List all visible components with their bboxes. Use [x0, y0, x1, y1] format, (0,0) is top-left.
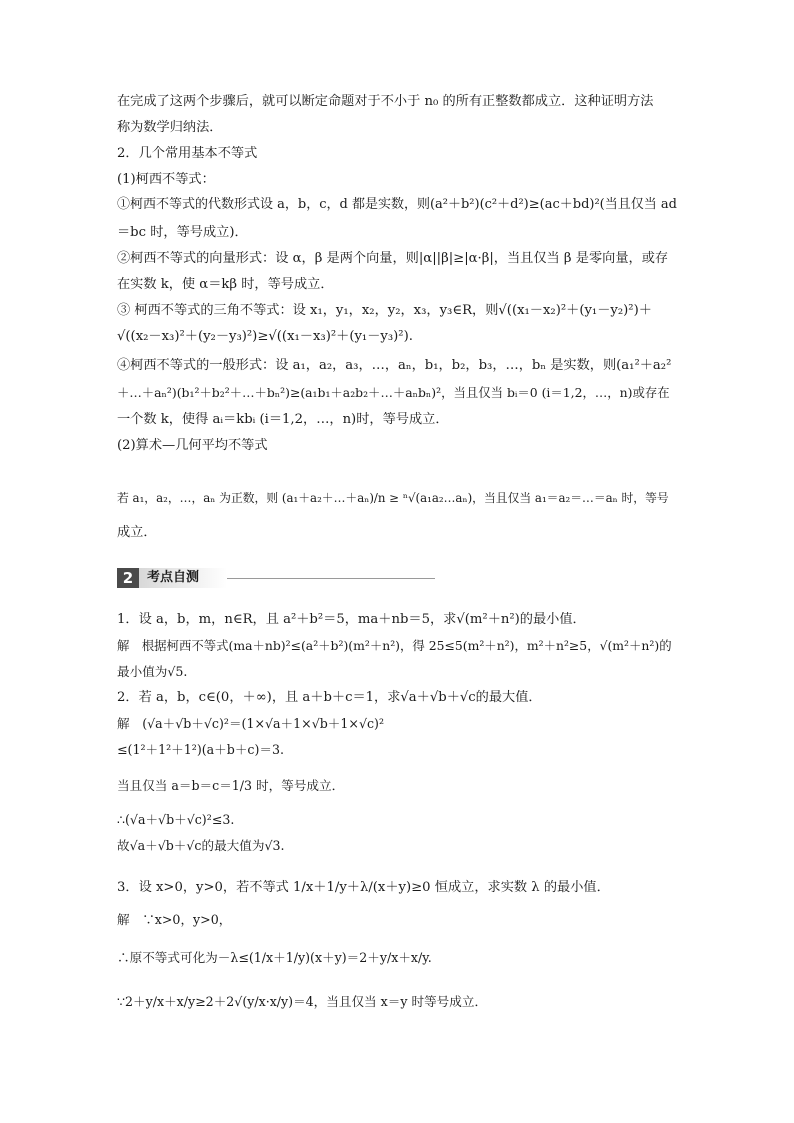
exercise-line: 解 (√a＋√b＋√c)²＝(1×√a＋1×√b＋1×√c)² [117, 716, 384, 731]
text-line: 若 a₁，a₂，…，aₙ 为正数，则 (a₁＋a₂＋…＋aₙ)/n ≥ ⁿ√(a₁a₂…aₙ)，当且仅当 a₁＝a₂＝…＝aₙ 时，等号 [117, 491, 669, 505]
exercise-line: 2．若 a，b，c∈(0，＋∞)，且 a＋b＋c＝1，求√a＋√b＋√c的最大值． [117, 690, 542, 705]
text-line: (1)柯西不等式： [117, 172, 215, 187]
text-line: ④柯西不等式的一般形式：设 a₁，a₂，a₃，…，aₙ，b₁，b₂，b₃，…，bₙ 是实数，则(a₁²＋a₂² [117, 358, 672, 373]
text-line: 在完成了这两个步骤后，就可以断定命题对于不小于 n₀ 的所有正整数都成立．这种证明方法 [117, 94, 654, 109]
text-line: 2．几个常用基本不等式 [117, 146, 258, 161]
exercise-line: ≤(1²＋1²＋1²)(a＋b＋c)＝3. [117, 742, 284, 757]
text-line: 称为数学归纳法． [117, 120, 223, 135]
exercise-line: 最小值为√5. [117, 664, 188, 679]
text-line: 成立． [117, 525, 157, 540]
exercise-line: 1．设 a，b，m，n∈R，且 a²＋b²＝5，ma＋nb＝5，求√(m²＋n²)的最小值． [117, 612, 586, 627]
section-number-badge: 2 [117, 568, 139, 588]
text-line: ②柯西不等式的向量形式：设 α，β 是两个向量，则|α||β|≥|α·β|，当且仅当 β 是零向量，或存 [117, 251, 669, 266]
exercise-line: ∴(√a＋√b＋√c)²≤3. [117, 812, 235, 827]
text-line: ＋…＋aₙ²)(b₁²＋b₂²＋…＋bₙ²)≥(a₁b₁＋a₂b₂＋…＋aₙbₙ)²，当且仅当 bᵢ＝0 (i＝1,2，…，n)或存在 [117, 385, 670, 400]
text-line: ③ 柯西不等式的三角不等式：设 x₁，y₁，x₂，y₂，x₃，y₃∈R，则√((x₁－x₂)²＋(y₁－y₂)²)＋ [117, 303, 652, 318]
text-line: √((x₂－x₃)²＋(y₂－y₃)²)≥√((x₁－x₃)²＋(y₁－y₃)²). [117, 329, 413, 344]
section-title: 考点自测 [147, 570, 200, 585]
exercise-line: 故√a＋√b＋√c的最大值为√3. [117, 838, 285, 853]
text-line: (2)算术—几何平均不等式 [117, 438, 268, 453]
text-line: ＝bc 时，等号成立)． [117, 225, 248, 240]
text-line: ①柯西不等式的代数形式设 a，b，c，d 都是实数，则(a²＋b²)(c²＋d²)≥(ac＋bd)²(当且仅当 ad [117, 197, 677, 212]
exercise-line: ∴原不等式可化为－λ≤(1/x＋1/y)(x＋y)＝2＋y/x＋x/y. [117, 950, 432, 965]
exercise-line: 解 根据柯西不等式(ma＋nb)²≤(a²＋b²)(m²＋n²)，得 25≤5(m²＋n²)，m²＋n²≥5，√(m²＋n²)的 [117, 638, 672, 653]
section-header [117, 568, 435, 588]
exercise-line: ∵2＋y/x＋x/y≥2＋2√(y/x·x/y)＝4，当且仅当 x＝y 时等号成立． [117, 994, 488, 1009]
section-header-rule [227, 578, 435, 579]
text-line: 一个数 k，使得 aᵢ＝kbᵢ (i＝1,2，…，n)时，等号成立． [117, 412, 449, 427]
text-line: 在实数 k，使 α＝kβ 时，等号成立． [117, 277, 334, 292]
exercise-line: 解 ∵x>0，y>0， [117, 912, 232, 927]
exercise-line: 3．设 x>0，y>0，若不等式 1/x＋1/y＋λ/(x＋y)≥0 恒成立，求实数 λ 的最小值． [117, 880, 610, 895]
exercise-line: 当且仅当 a＝b＝c＝1/3 时，等号成立． [117, 778, 345, 793]
